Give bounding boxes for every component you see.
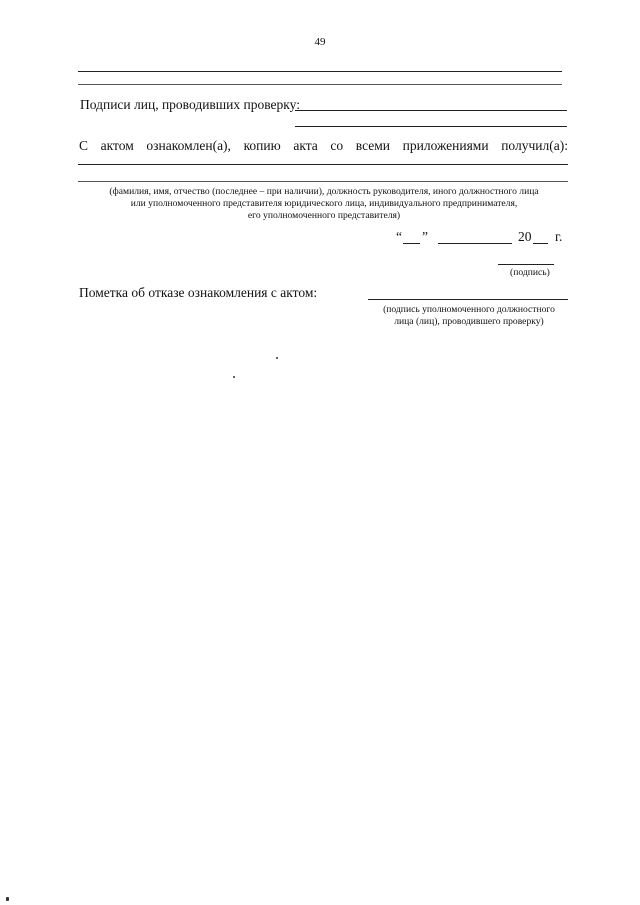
scan-speck	[276, 357, 278, 359]
caption-line: (фамилия, имя, отчество (последнее – при наличии), должность руководителя, иного должностного лица	[109, 186, 539, 197]
signature-line	[295, 126, 567, 127]
ack-word: актом	[100, 138, 134, 153]
ack-word: приложениями	[402, 138, 489, 153]
date-day-line	[403, 243, 420, 244]
blank-line	[78, 164, 568, 165]
scan-speck	[6, 897, 9, 901]
ack-word: со	[330, 138, 344, 153]
caption-line: (подпись уполномоченного должностного	[383, 304, 555, 315]
signature-line	[498, 264, 554, 265]
scan-speck	[233, 376, 235, 378]
ack-word: всеми	[355, 138, 391, 153]
signatures-label: Подписи лиц, проводивших проверку:	[80, 97, 300, 112]
caption-line: его уполномоченного представителя)	[247, 210, 401, 221]
ack-word: акта	[293, 138, 318, 153]
refusal-caption	[360, 304, 578, 328]
ack-word: С	[79, 138, 89, 153]
date-year-line	[533, 243, 548, 244]
date-month-line	[438, 243, 512, 244]
ack-word: ознакомлен(а),	[146, 138, 231, 153]
acknowledgement-text	[79, 138, 568, 154]
date-year-suffix: г.	[555, 229, 563, 244]
page-number: 49	[314, 36, 326, 48]
signature-caption: (подпись)	[510, 267, 550, 278]
date-open-quote: “	[396, 229, 402, 244]
date-year-prefix: 20	[518, 229, 532, 244]
ack-word: копию	[243, 138, 281, 153]
acknowledgement-caption	[70, 186, 578, 222]
caption-line: или уполномоченного представителя юридического лица, индивидуального предпринимателя,	[130, 198, 518, 209]
ack-word: получил(а):	[501, 138, 568, 153]
signature-line	[295, 110, 567, 111]
blank-line	[78, 71, 562, 72]
refusal-signature-line	[368, 299, 568, 300]
caption-line: лица (лиц), проводившего проверку)	[394, 316, 544, 327]
blank-line	[78, 84, 562, 85]
refusal-label: Пометка об отказе ознакомления с актом:	[79, 285, 318, 300]
blank-line	[78, 181, 568, 182]
date-close-quote: ”	[422, 229, 428, 244]
